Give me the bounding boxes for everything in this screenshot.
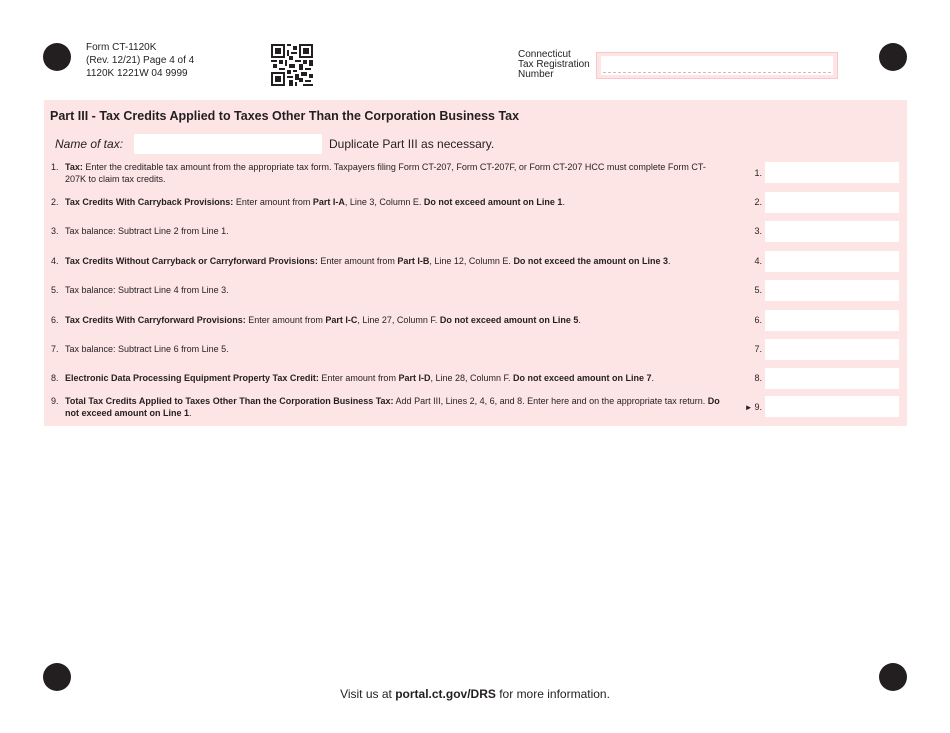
line-9-label: ► 9.	[744, 402, 762, 412]
line-9-amount-input[interactable]	[765, 396, 899, 417]
line-2-label: 2.	[754, 197, 762, 207]
registration-number-label: Connecticut Tax Registration Number	[518, 49, 590, 80]
name-of-tax-label: Name of tax:	[55, 137, 124, 151]
line-8-label: 8.	[754, 373, 762, 383]
line-7-amount-input[interactable]	[765, 339, 899, 360]
registration-number-box	[596, 52, 838, 79]
part-iii-panel: Part III - Tax Credits Applied to Taxes Other Than the Corporation Business Tax Name of tax: Duplicate Part III as necessary. 1. Tax: Enter the creditable tax amount from the appropriate tax form. Taxpayers filing Form CT-207, Form CT-207F, or Form CT-207 HCC must complete Form CT-207K to claim tax credits. 1. 2. Tax Credits With Carryback Provisions: Enter amount from Part I-A, Line 3, Column E. Do not exceed amount on Line 1. 2. 3. Tax balance: Subtract Line 2 from Line 1. 3. 4. Tax Credits Without Carryback or Carryforward Provisions: Enter amount from Part I-B, Line 12, Column E. Do not exceed the amount on Line 3. 4. 5. Tax balance: Subtract Line 4 from Line 3. 5. 6. Tax Credits With Carryforward Provisions: Enter amount from Part I-C, Line 27, Column F. Do not exceed amount on Line 5. 6. 7. Tax balance: Subtract Line 6 from Line 5. 7. 8. Electronic Data Processing Equipment Property Tax Credit: Enter amount from Part I-D, Line 28, Column F. Do not exceed amount on Line 7. 8. 9. Total Tax Credits Applied to Taxes Other Than the Corporation Business Tax: Add Part III, Lines 2, 4, 6, and 8. Enter here and on the appropriate tax return. Do not exceed amount on Line 1. ► 9.	[44, 100, 907, 426]
form-name: Form CT-1120K	[86, 42, 157, 53]
arrow-right-icon: ►	[744, 403, 753, 412]
line-7-label: 7.	[754, 344, 762, 354]
line-4-label: 4.	[754, 256, 762, 266]
line-8-amount-input[interactable]	[765, 368, 899, 389]
part-iii-title: Part III - Tax Credits Applied to Taxes Other Than the Corporation Business Tax	[50, 109, 520, 123]
line-4-amount-input[interactable]	[765, 251, 899, 272]
line-6-amount-input[interactable]	[765, 310, 899, 331]
footer-link[interactable]: portal.ct.gov/DRS	[395, 687, 496, 701]
line-2-amount-input[interactable]	[765, 192, 899, 213]
registration-number-input[interactable]	[597, 53, 837, 78]
registration-mark-top-left	[43, 43, 71, 71]
form-code: 1120K 1221W 04 9999	[86, 68, 188, 79]
line-1-amount-input[interactable]	[765, 162, 899, 183]
registration-mark-top-right	[879, 43, 907, 71]
line-3-label: 3.	[754, 226, 762, 236]
line-5-amount-input[interactable]	[765, 280, 899, 301]
form-revision: (Rev. 12/21) Page 4 of 4	[86, 55, 195, 66]
duplicate-note: Duplicate Part III as necessary.	[329, 137, 495, 151]
line-6-label: 6.	[754, 315, 762, 325]
line-3-amount-input[interactable]	[765, 221, 899, 242]
footer-note: Visit us at portal.ct.gov/DRS for more information.	[340, 687, 610, 701]
form-meta	[86, 41, 194, 80]
line-1-label: 1.	[754, 168, 762, 178]
name-of-tax-input[interactable]	[134, 134, 322, 154]
line-5-label: 5.	[754, 285, 762, 295]
qr-code-icon	[271, 44, 313, 86]
